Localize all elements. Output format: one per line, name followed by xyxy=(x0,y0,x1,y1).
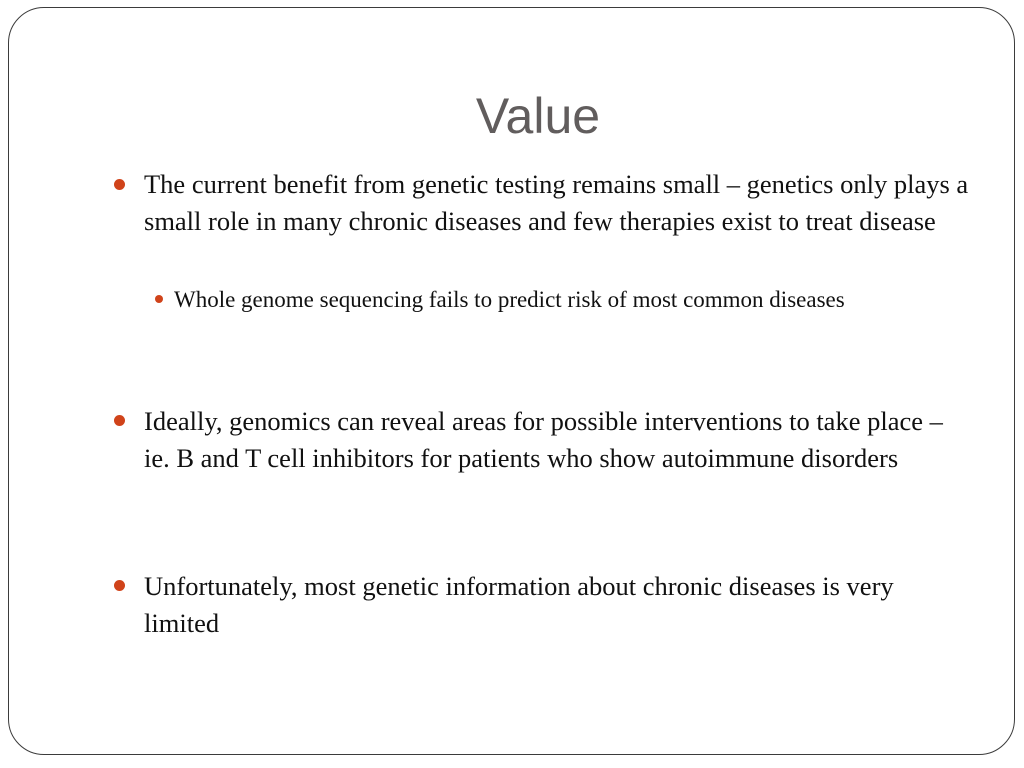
bullet-3-text: Unfortunately, most genetic information about chronic diseases is very limited xyxy=(144,571,894,638)
bullet-2-text: Ideally, genomics can reveal areas for possible interventions to take place – ie. B and T cell inhibitors for patients who show autoimmune disorders xyxy=(144,406,943,473)
bullet-dot-1 xyxy=(114,179,125,190)
bullet-1-text: The current benefit from genetic testing remains small – genetics only plays a small role in many chronic diseases and few therapies exist to treat disease xyxy=(144,169,969,236)
bullet-dot-3 xyxy=(114,580,125,591)
slide-title: Value xyxy=(475,88,601,144)
sub-bullet-dot-1 xyxy=(155,295,163,303)
bullet-dot-2 xyxy=(114,415,125,426)
sub-bullet-1-text: Whole genome sequencing fails to predict risk of most common diseases xyxy=(174,287,845,312)
